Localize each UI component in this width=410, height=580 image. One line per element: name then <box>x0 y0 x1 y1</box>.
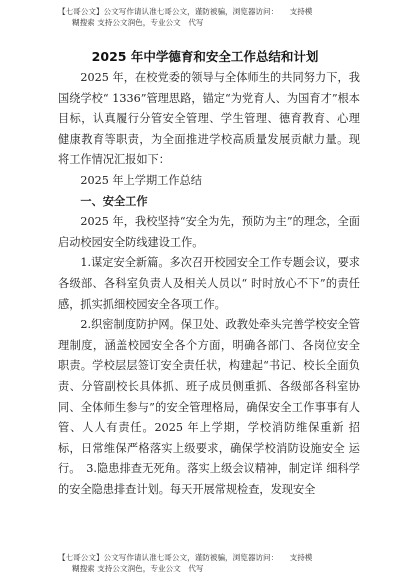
half-year-heading: 2025 年上学期工作总结 <box>80 173 202 187</box>
footer-banner <box>58 552 378 574</box>
header-banner-line1: 【七哥公文】公文写作请认准七哥公文，谨防被骗，浏览器访问： 支持模 <box>58 7 313 16</box>
header-banner <box>58 6 378 28</box>
document-title: 2025 年中学德育和安全工作总结和计划 <box>91 49 319 64</box>
section-heading-safety: 一、安全工作 <box>80 194 148 208</box>
safety-intro-paragraph: 2025 年，我校坚持“安全为先，预防为主”的理念，全面启动校园安全防线建设工作。 <box>58 215 360 249</box>
footer-banner-line1: 【七哥公文】公文写作请认准七哥公文，谨防被骗，浏览器访问： 支持模 <box>58 553 313 562</box>
document-body <box>58 68 360 500</box>
footer-banner-line2: 糊搜索 支持公文润色，专业公文 代写 <box>72 564 204 573</box>
item-1-paragraph: 1.谋定安全新篇。多次召开校园安全工作专题会议，要求各级部、各科室负责人及相关人员以“ 时时放心不下”的责任感，抓实抓细校园安全各项工作。 <box>58 256 360 311</box>
header-banner-line2: 糊搜索 支持公文润色，专业公文 代写 <box>72 18 204 27</box>
intro-paragraph: 2025 年，在校党委的领导与全体师生的共同努力下，我国绕学校“ 1336”管理思路，锚定“为党育人、为国育才”根本目标，认真履行分管安全管理、学生管理、德育教育、心理健康教育等职责，为全面推进学校高质量发展贡献力量。现将工作情况汇报如下： <box>58 71 360 167</box>
item-2-paragraph: 2.织密制度防护网。保卫处、政教处牵头完善学校安全管理制度，涵盖校园安全各个方面，明确各部门、各岗位安全职责。学校层层签订安全责任状，构建起“书记、校长全面负责、分管副校长具体抓、班子成员侧重抓、各级部各科室协同、全体师生参与”的安全管理格局，确保安全工作事事有人管、人人有责任。2025 年上学期，学校消防维保重新 招标，日常维保严格落实上级要求，确保学校消防设施安全 运行。 3.隐患排查无死角。落实上级会议精神，制定详 细科学的安全隐患排查计划。每天开展常规检查，发现安全 <box>58 318 360 496</box>
